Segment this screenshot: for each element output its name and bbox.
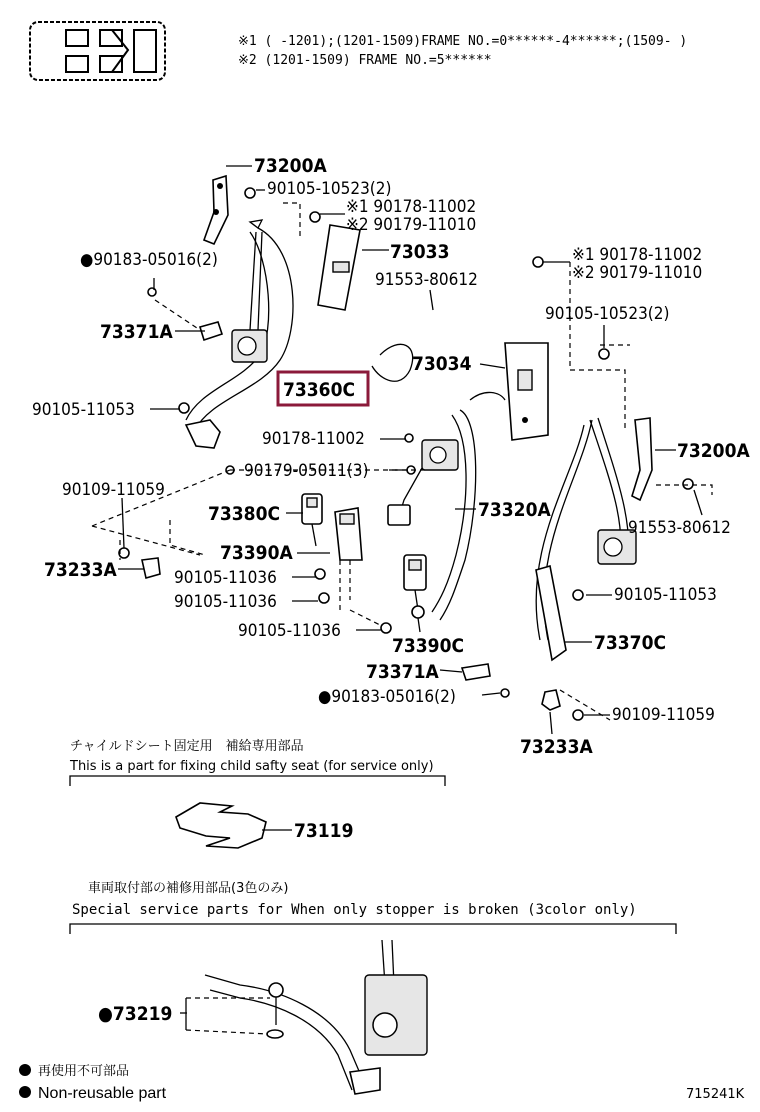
frame-note-2: ※2 (1201-1509) FRAME NO.=5******	[238, 53, 492, 68]
child-seat-bracket	[70, 776, 445, 786]
label-90105-10523-top[interactable]: 90105-10523(2)	[267, 179, 392, 199]
label-90105-10523-right[interactable]: 90105-10523(2)	[545, 304, 670, 324]
label-73233A-right[interactable]: 73233A	[520, 736, 593, 758]
legend-bullet-jp	[19, 1064, 31, 1076]
label-73033[interactable]: 73033	[390, 241, 450, 263]
label-90109-11059-right[interactable]: 90109-11059	[612, 705, 715, 725]
diagram-code: 715241K	[686, 1087, 745, 1102]
label-90178-11002-mid[interactable]: 90178-11002	[262, 429, 365, 449]
label-90109-11059-left[interactable]: 90109-11059	[62, 480, 165, 500]
label-90183-05016-bottom[interactable]: ●90183-05016(2)	[318, 687, 456, 707]
stopper-detail	[180, 940, 427, 1094]
label-73200A-top[interactable]: 73200A	[254, 155, 327, 177]
label-90179-11010-top[interactable]: ※2 90179-11010	[346, 215, 477, 235]
label-90105-11036-c[interactable]: 90105-11036	[238, 621, 341, 641]
label-73370C[interactable]: 73370C	[594, 632, 667, 654]
label-73360C[interactable]: 73360C	[283, 379, 356, 401]
label-73371A-top[interactable]: 73371A	[100, 321, 173, 343]
legend-bullet-en	[19, 1086, 31, 1098]
label-90105-11053-left[interactable]: 90105-11053	[32, 400, 135, 420]
child-seat-anchor-73119	[176, 803, 292, 848]
label-73034[interactable]: 73034	[412, 353, 472, 375]
label-90105-11036-a[interactable]: 90105-11036	[174, 568, 277, 588]
label-90183-05016-top[interactable]: ●90183-05016(2)	[80, 250, 218, 270]
label-73371A-bottom[interactable]: 73371A	[366, 661, 439, 683]
label-73119[interactable]: 73119	[294, 820, 354, 842]
pillar-trim-73033	[318, 225, 360, 310]
label-91553-80612-right[interactable]: 91553-80612	[628, 518, 731, 538]
label-91553-80612-top[interactable]: 91553-80612	[375, 270, 478, 290]
label-90105-11036-b[interactable]: 90105-11036	[174, 592, 277, 612]
label-73390C[interactable]: 73390C	[392, 635, 465, 657]
legend-jp: 再使用不可部品	[38, 1064, 130, 1079]
child-seat-note-jp: チャイルドシート固定用 補給専用部品	[70, 739, 304, 754]
label-73380C[interactable]: 73380C	[208, 503, 281, 525]
frame-note-1: ※1 ( -1201);(1201-1509)FRAME NO.=0******-4******;(1509- )	[238, 34, 688, 49]
label-90105-11053-right[interactable]: 90105-11053	[614, 585, 717, 605]
label-73233A-left[interactable]: 73233A	[44, 559, 117, 581]
legend-en: Non-reusable part	[38, 1085, 167, 1102]
label-90178-11002-right[interactable]: ※1 90178-11002	[572, 245, 703, 265]
special-note-jp: 車両取付部の補修用部品(3色のみ)	[88, 881, 289, 896]
special-bracket	[70, 924, 676, 934]
label-73320A[interactable]: 73320A	[478, 499, 551, 521]
label-90178-11002-top[interactable]: ※1 90178-11002	[346, 197, 477, 217]
label-73219[interactable]: ●73219	[98, 1003, 173, 1025]
label-73200A-right[interactable]: 73200A	[677, 440, 750, 462]
pillar-trim-73034	[505, 343, 548, 440]
child-seat-note-en: This is a part for fixing child safty seat (for service only)	[70, 759, 434, 774]
label-73390A[interactable]: 73390A	[220, 542, 293, 564]
seat-layout-icon	[30, 22, 165, 80]
special-note-en: Special service parts for When only stopper is broken (3color only)	[72, 902, 637, 918]
label-90179-05011[interactable]: 90179-05011(3)	[244, 461, 369, 481]
label-90179-11010-right[interactable]: ※2 90179-11010	[572, 263, 703, 283]
